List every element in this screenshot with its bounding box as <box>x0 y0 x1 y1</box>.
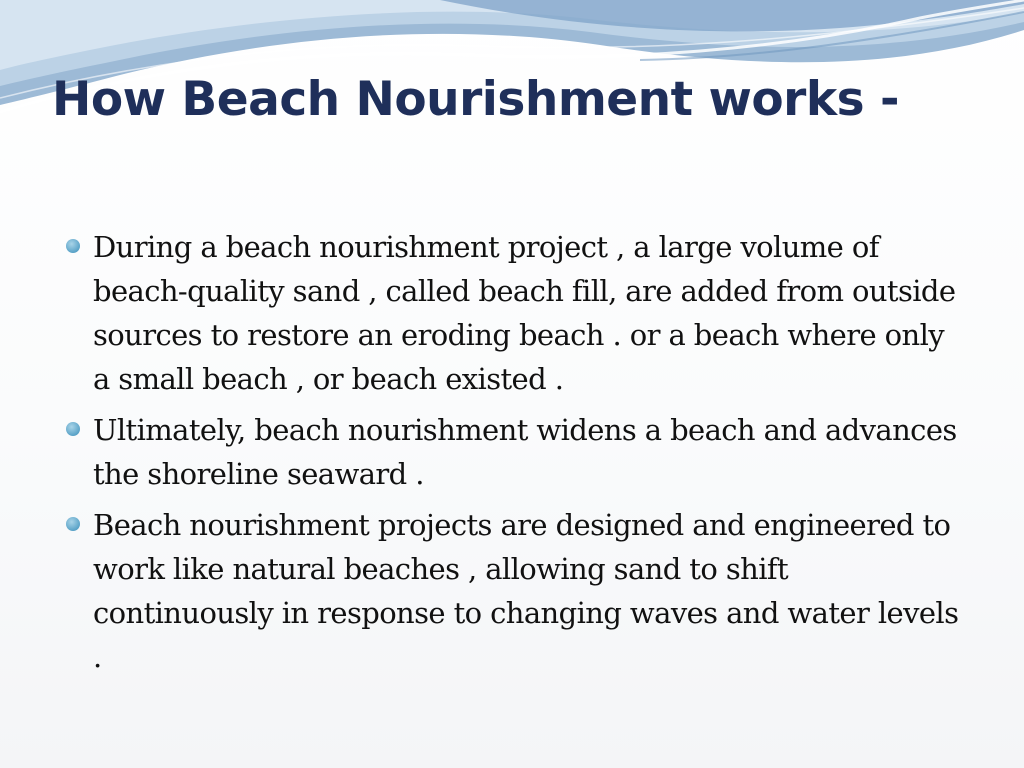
bullet-text: Beach nourishment projects are designed and engineered to work like natural beaches , allowing sand to shift continuously in response to changing waves and water levels . <box>93 508 959 674</box>
slide-title: How Beach Nourishment works - <box>52 72 899 127</box>
bullet-item <box>66 503 966 679</box>
bullet-item <box>66 225 966 401</box>
bullet-text: Ultimately, beach nourishment widens a beach and advances the shoreline seaward . <box>93 413 957 491</box>
bullet-marker-icon <box>66 239 80 253</box>
bullet-text: During a beach nourishment project , a large volume of beach-quality sand , called beach fill, are added from outside sources to restore an eroding beach . or a beach where only a small beach , or beach existed . <box>93 230 956 396</box>
bullet-list <box>66 225 966 686</box>
bullet-marker-icon <box>66 517 80 531</box>
bullet-item <box>66 408 966 496</box>
bullet-marker-icon <box>66 422 80 436</box>
